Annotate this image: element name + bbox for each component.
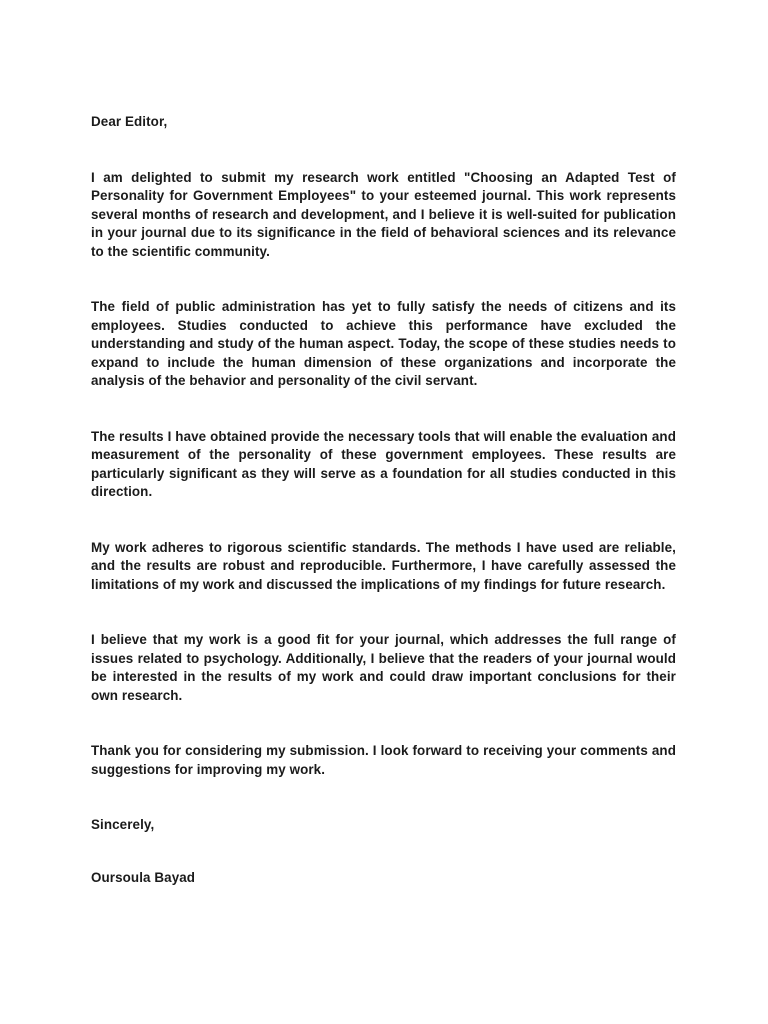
letter-paragraph-6: Thank you for considering my submission. I look forward to receiving your comments and suggestions for improving my work. (91, 743, 676, 777)
letter-paragraph-1: I am delighted to submit my research work entitled "Choosing an Adapted Test of Personality for Government Employees" to your esteemed journal. This work represents several months of research and development, and I believe it is well-suited for publication in your journal due to its significance in the field of behavioral sciences and its relevance to the scientific community. (91, 169, 676, 259)
letter-greeting: Dear Editor, (91, 114, 168, 129)
letter-body (91, 113, 676, 887)
letter-signature: Oursoula Bayad (91, 869, 196, 885)
letter-closing: Sincerely, (91, 817, 155, 832)
letter-paragraph-4: My work adheres to rigorous scientific standards. The methods I have used are reliable, and the results are robust and reproducible. Furthermore, I have carefully assessed the limitations of my work and discussed the implications of my findings for future research. (91, 539, 676, 592)
letter-paragraph-2: The field of public administration has yet to fully satisfy the needs of citizens and its employees. Studies conducted to achieve this performance have excluded the understanding and study of the human aspect. Today, the scope of these studies needs to expand to include the human dimension of these organizations and incorporate the analysis of the behavior and personality of the civil servant. (91, 299, 676, 388)
letter-paragraph-5: I believe that my work is a good fit for your journal, which addresses the full range of issues related to psychology. Additionally, I believe that the readers of your journal would be interested in the results of my work and could draw important conclusions for their own research. (91, 632, 676, 703)
letter-paragraph-3: The results I have obtained provide the necessary tools that will enable the evaluation and measurement of the personality of these government employees. These results are particularly significant as they will serve as a foundation for all studies conducted in this direction. (91, 428, 676, 499)
